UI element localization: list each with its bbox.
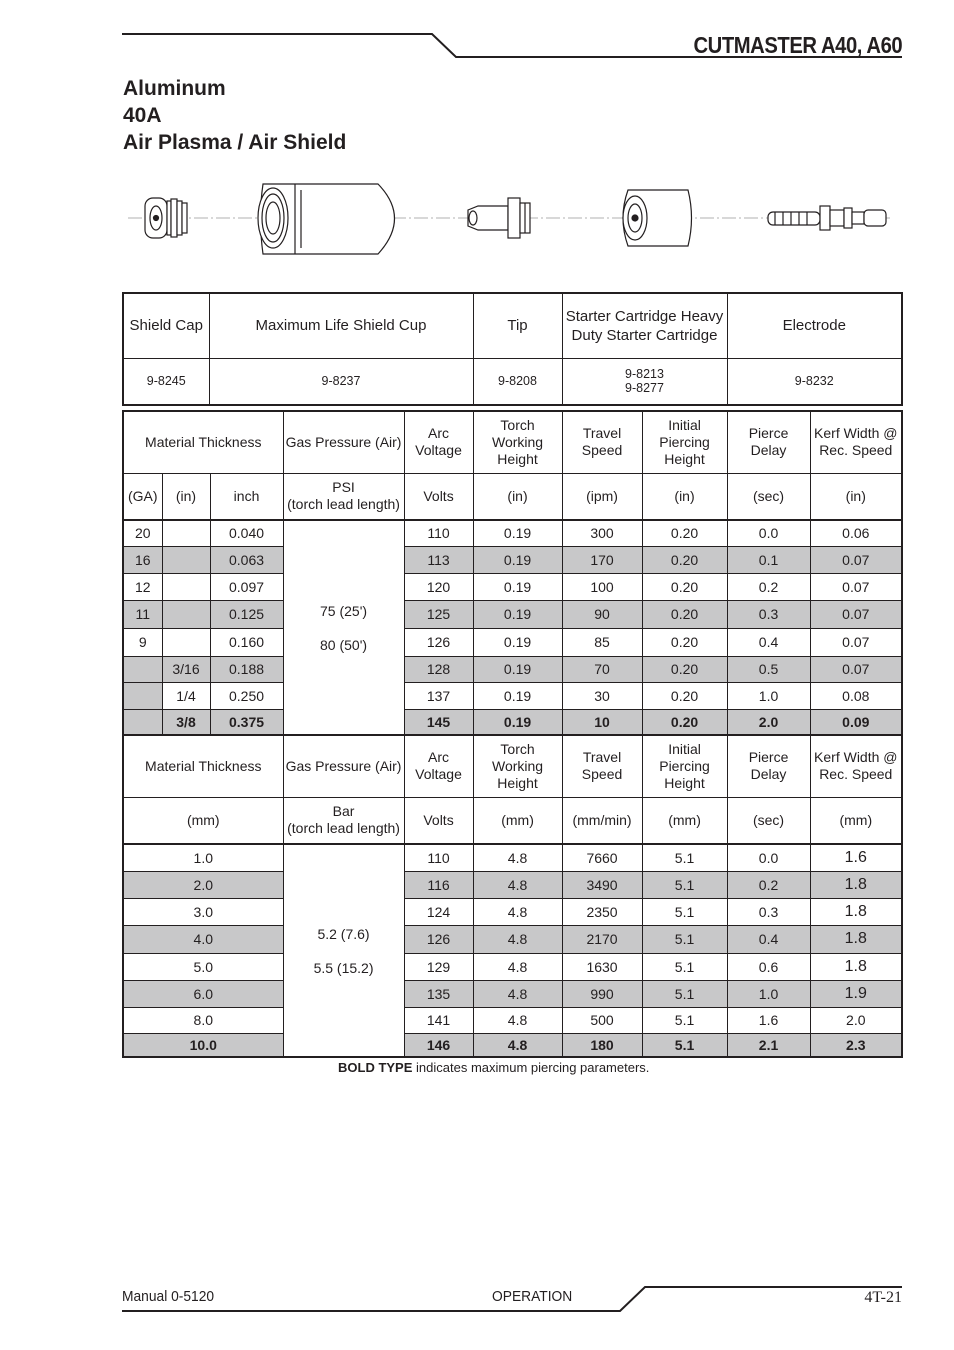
travel-speed-cell: 70 xyxy=(562,656,642,682)
torch-height-cell: 4.8 xyxy=(473,1007,562,1033)
kerf-cell: 2.3 xyxy=(810,1033,902,1057)
pierce-delay-cell: 0.4 xyxy=(727,628,810,656)
pierce-delay-cell: 2.1 xyxy=(727,1033,810,1057)
mm-cell: 10.0 xyxy=(123,1033,283,1057)
part-number-electrode: 9-8232 xyxy=(727,358,902,405)
pierce-delay-cell: 1.0 xyxy=(727,980,810,1007)
kerf-cell: 1.8 xyxy=(810,898,902,925)
inch-cell: 0.097 xyxy=(210,573,283,600)
unit-psi-note: (torch lead length) xyxy=(287,496,400,513)
cut-chart-table xyxy=(122,410,903,1058)
unit-psi xyxy=(283,473,404,520)
travel-speed-cell: 180 xyxy=(562,1033,642,1057)
arc-voltage-cell: 113 xyxy=(404,546,473,573)
mm-cell: 1.0 xyxy=(123,844,283,871)
torch-height-cell: 0.19 xyxy=(473,600,562,628)
inch-cell: 0.250 xyxy=(210,682,283,709)
metric-row xyxy=(123,898,902,925)
pierce-height-cell: 0.20 xyxy=(642,682,727,709)
unit-pierce-delay: (sec) xyxy=(727,473,810,520)
gauge-cell: 11 xyxy=(123,600,162,628)
kerf-cell: 0.09 xyxy=(810,709,902,735)
pierce-delay-cell: 0.3 xyxy=(727,600,810,628)
kerf-cell: 0.08 xyxy=(810,682,902,709)
torch-height-cell: 4.8 xyxy=(473,980,562,1007)
kerf-cell: 0.06 xyxy=(810,520,902,546)
arc-voltage-cell: 124 xyxy=(404,898,473,925)
kerf-cell: 1.6 xyxy=(810,844,902,871)
header-material-thickness: Material Thickness xyxy=(123,411,283,473)
fraction-cell xyxy=(162,628,210,656)
pierce-delay-cell: 0.2 xyxy=(727,871,810,898)
header-material-thickness-metric: Material Thickness xyxy=(123,735,283,797)
gauge-cell xyxy=(123,682,162,709)
unit-bar-label: Bar xyxy=(332,803,355,820)
travel-speed-cell: 10 xyxy=(562,709,642,735)
kerf-cell: 0.07 xyxy=(810,628,902,656)
header-pierce-delay: Pierce Delay xyxy=(727,411,810,473)
mm-cell: 6.0 xyxy=(123,980,283,1007)
travel-speed-cell: 90 xyxy=(562,600,642,628)
imperial-row xyxy=(123,682,902,709)
torch-height-cell: 0.19 xyxy=(473,573,562,600)
note-bold-label: BOLD TYPE xyxy=(338,1060,413,1075)
arc-voltage-cell: 146 xyxy=(404,1033,473,1057)
footer-page-number: 4T-21 xyxy=(864,1289,902,1306)
part-name-tip: Tip xyxy=(473,293,562,358)
torch-height-cell: 0.19 xyxy=(473,682,562,709)
inch-cell: 0.375 xyxy=(210,709,283,735)
arc-voltage-cell: 120 xyxy=(404,573,473,600)
travel-speed-cell: 100 xyxy=(562,573,642,600)
pierce-delay-cell: 1.0 xyxy=(727,682,810,709)
material-title: Aluminum xyxy=(123,77,226,100)
starter-cartridge-part xyxy=(623,190,692,246)
travel-speed-cell: 2350 xyxy=(562,898,642,925)
travel-speed-cell: 3490 xyxy=(562,871,642,898)
unit-torch-height: (in) xyxy=(473,473,562,520)
gas-pressure-metric-value: 5.2 (7.6) xyxy=(317,925,370,942)
mm-cell: 2.0 xyxy=(123,871,283,898)
unit-volts: Volts xyxy=(404,473,473,520)
torch-height-cell: 0.19 xyxy=(473,628,562,656)
part-number-tip: 9-8208 xyxy=(473,358,562,405)
imperial-row xyxy=(123,656,902,682)
metric-row xyxy=(123,925,902,953)
pierce-delay-cell: 1.6 xyxy=(727,1007,810,1033)
part-number-heavy-duty-starter: 9-8277 xyxy=(625,381,664,396)
header-pierce-delay-metric: Pierce Delay xyxy=(727,735,810,797)
inch-cell: 0.063 xyxy=(210,546,283,573)
header-kerf-width-metric: Kerf Width @ Rec. Speed xyxy=(810,735,902,797)
torch-height-cell: 0.19 xyxy=(473,520,562,546)
gauge-cell: 12 xyxy=(123,573,162,600)
arc-voltage-cell: 110 xyxy=(404,844,473,871)
arc-voltage-cell: 141 xyxy=(404,1007,473,1033)
gauge-cell xyxy=(123,709,162,735)
arc-voltage-cell: 145 xyxy=(404,709,473,735)
pierce-height-cell: 0.20 xyxy=(642,573,727,600)
travel-speed-cell: 2170 xyxy=(562,925,642,953)
kerf-cell: 1.9 xyxy=(810,980,902,1007)
kerf-cell: 1.8 xyxy=(810,953,902,980)
travel-speed-cell: 85 xyxy=(562,628,642,656)
gauge-cell: 16 xyxy=(123,546,162,573)
inch-cell: 0.160 xyxy=(210,628,283,656)
fraction-cell xyxy=(162,520,210,546)
pierce-delay-cell: 0.1 xyxy=(727,546,810,573)
travel-speed-cell: 300 xyxy=(562,520,642,546)
torch-height-cell: 4.8 xyxy=(473,844,562,871)
header-torch-height: Torch Working Height xyxy=(473,411,562,473)
header-arc-voltage-metric: Arc Voltage xyxy=(404,735,473,797)
pierce-height-cell: 5.1 xyxy=(642,980,727,1007)
arc-voltage-cell: 129 xyxy=(404,953,473,980)
gauge-cell: 20 xyxy=(123,520,162,546)
metric-row xyxy=(123,844,902,871)
kerf-cell: 1.8 xyxy=(810,925,902,953)
pierce-height-cell: 5.1 xyxy=(642,898,727,925)
unit-kerf: (in) xyxy=(810,473,902,520)
pierce-delay-cell: 0.3 xyxy=(727,898,810,925)
parts-table xyxy=(122,292,903,406)
unit-kerf-metric: (mm) xyxy=(810,797,902,844)
mm-cell: 5.0 xyxy=(123,953,283,980)
note-text: indicates maximum piercing parameters. xyxy=(416,1060,650,1075)
footer-manual: Manual 0-5120 xyxy=(122,1288,215,1305)
unit-mm: (mm) xyxy=(123,797,283,844)
imperial-row xyxy=(123,520,902,546)
part-number-shield-cap: 9-8245 xyxy=(123,358,209,405)
arc-voltage-cell: 126 xyxy=(404,628,473,656)
mm-cell: 4.0 xyxy=(123,925,283,953)
pierce-delay-cell: 0.2 xyxy=(727,573,810,600)
pierce-height-cell: 0.20 xyxy=(642,656,727,682)
unit-travel-speed: (ipm) xyxy=(562,473,642,520)
imperial-row xyxy=(123,709,902,735)
torch-height-cell: 4.8 xyxy=(473,925,562,953)
imperial-row xyxy=(123,573,902,600)
pierce-height-cell: 5.1 xyxy=(642,844,727,871)
arc-voltage-cell: 126 xyxy=(404,925,473,953)
part-name-electrode: Electrode xyxy=(727,293,902,358)
header-pierce-height: Initial Piercing Height xyxy=(642,411,727,473)
part-name-shield-cup: Maximum Life Shield Cup xyxy=(209,293,473,358)
pierce-delay-cell: 0.0 xyxy=(727,520,810,546)
unit-bar-note: (torch lead length) xyxy=(287,820,400,837)
gas-pressure-metric-value: 5.5 (15.2) xyxy=(313,959,374,976)
fraction-cell xyxy=(162,600,210,628)
gauge-cell: 9 xyxy=(123,628,162,656)
kerf-cell: 1.8 xyxy=(810,871,902,898)
arc-voltage-cell: 128 xyxy=(404,656,473,682)
tip-part xyxy=(468,198,530,238)
unit-psi-label: PSI xyxy=(332,479,355,496)
header-travel-speed-metric: Travel Speed xyxy=(562,735,642,797)
unit-pierce-height-metric: (mm) xyxy=(642,797,727,844)
pierce-height-cell: 0.20 xyxy=(642,546,727,573)
pierce-height-cell: 0.20 xyxy=(642,709,727,735)
kerf-cell: 0.07 xyxy=(810,573,902,600)
gas-pressure-value: 80 (50') xyxy=(320,636,368,653)
imperial-row xyxy=(123,628,902,656)
unit-inch: inch xyxy=(210,473,283,520)
electrode-part xyxy=(768,206,886,230)
unit-pierce-height: (in) xyxy=(642,473,727,520)
pierce-height-cell: 0.20 xyxy=(642,628,727,656)
part-number-starter-cartridge xyxy=(562,358,727,405)
fraction-cell xyxy=(162,546,210,573)
kerf-cell: 0.07 xyxy=(810,600,902,628)
unit-torch-height-metric: (mm) xyxy=(473,797,562,844)
arc-voltage-cell: 110 xyxy=(404,520,473,546)
unit-bar xyxy=(283,797,404,844)
shield-cup-part xyxy=(258,184,395,254)
pierce-height-cell: 5.1 xyxy=(642,953,727,980)
mm-cell: 8.0 xyxy=(123,1007,283,1033)
pierce-height-cell: 0.20 xyxy=(642,520,727,546)
torch-height-cell: 0.19 xyxy=(473,546,562,573)
gas-pressure-cell xyxy=(283,520,404,735)
metric-row xyxy=(123,871,902,898)
header-travel-speed: Travel Speed xyxy=(562,411,642,473)
gas-pressure-value: 75 (25') xyxy=(320,602,368,619)
footer-section: OPERATION xyxy=(492,1288,573,1305)
pierce-height-cell: 5.1 xyxy=(642,1007,727,1033)
shield-cap-part xyxy=(145,198,187,238)
metric-row xyxy=(123,1033,902,1057)
travel-speed-cell: 1630 xyxy=(562,953,642,980)
part-name-starter-cartridge: Starter Cartridge Heavy Duty Starter Cartridge xyxy=(562,293,727,358)
pierce-delay-cell: 0.6 xyxy=(727,953,810,980)
amperage-title: 40A xyxy=(123,104,162,127)
fraction-cell xyxy=(162,573,210,600)
gas-pressure-metric-cell xyxy=(283,844,404,1057)
unit-travel-speed-metric: (mm/min) xyxy=(562,797,642,844)
torch-height-cell: 4.8 xyxy=(473,953,562,980)
fraction-cell: 1/4 xyxy=(162,682,210,709)
pierce-height-cell: 5.1 xyxy=(642,871,727,898)
travel-speed-cell: 500 xyxy=(562,1007,642,1033)
pierce-delay-cell: 0.5 xyxy=(727,656,810,682)
inch-cell: 0.188 xyxy=(210,656,283,682)
brand-title: CUTMASTER A40, A60 xyxy=(693,32,902,58)
kerf-cell: 0.07 xyxy=(810,546,902,573)
unit-ga: (GA) xyxy=(123,473,162,520)
unit-in: (in) xyxy=(162,473,210,520)
torch-height-cell: 4.8 xyxy=(473,1033,562,1057)
inch-cell: 0.040 xyxy=(210,520,283,546)
pierce-delay-cell: 0.0 xyxy=(727,844,810,871)
inch-cell: 0.125 xyxy=(210,600,283,628)
part-number-shield-cup: 9-8237 xyxy=(209,358,473,405)
pierce-height-cell: 0.20 xyxy=(642,600,727,628)
travel-speed-cell: 170 xyxy=(562,546,642,573)
fraction-cell: 3/8 xyxy=(162,709,210,735)
header-gas-pressure: Gas Pressure (Air) xyxy=(283,411,404,473)
torch-height-cell: 4.8 xyxy=(473,898,562,925)
gauge-cell xyxy=(123,656,162,682)
part-name-shield-cap: Shield Cap xyxy=(123,293,209,358)
metric-row xyxy=(123,980,902,1007)
arc-voltage-cell: 125 xyxy=(404,600,473,628)
kerf-cell: 2.0 xyxy=(810,1007,902,1033)
arc-voltage-cell: 137 xyxy=(404,682,473,709)
header-pierce-height-metric: Initial Piercing Height xyxy=(642,735,727,797)
pierce-height-cell: 5.1 xyxy=(642,925,727,953)
header-arc-voltage: Arc Voltage xyxy=(404,411,473,473)
unit-volts-metric: Volts xyxy=(404,797,473,844)
imperial-row xyxy=(123,546,902,573)
kerf-cell: 0.07 xyxy=(810,656,902,682)
torch-height-cell: 0.19 xyxy=(473,656,562,682)
mm-cell: 3.0 xyxy=(123,898,283,925)
page-titles xyxy=(123,75,346,156)
header-gas-pressure-metric: Gas Pressure (Air) xyxy=(283,735,404,797)
metric-row xyxy=(123,953,902,980)
part-number-starter: 9-8213 xyxy=(625,367,664,382)
arc-voltage-cell: 135 xyxy=(404,980,473,1007)
pierce-height-cell: 5.1 xyxy=(642,1033,727,1057)
pierce-delay-cell: 2.0 xyxy=(727,709,810,735)
metric-row xyxy=(123,1007,902,1033)
travel-speed-cell: 990 xyxy=(562,980,642,1007)
torch-height-cell: 0.19 xyxy=(473,709,562,735)
arc-voltage-cell: 116 xyxy=(404,871,473,898)
pierce-delay-cell: 0.4 xyxy=(727,925,810,953)
travel-speed-cell: 30 xyxy=(562,682,642,709)
fraction-cell: 3/16 xyxy=(162,656,210,682)
travel-speed-cell: 7660 xyxy=(562,844,642,871)
consumable-parts-illustration xyxy=(123,170,903,270)
header-torch-height-metric: Torch Working Height xyxy=(473,735,562,797)
unit-pierce-delay-metric: (sec) xyxy=(727,797,810,844)
process-title: Air Plasma / Air Shield xyxy=(123,131,347,154)
imperial-row xyxy=(123,600,902,628)
torch-height-cell: 4.8 xyxy=(473,871,562,898)
bold-type-note xyxy=(0,1060,954,1075)
header-kerf-width: Kerf Width @ Rec. Speed xyxy=(810,411,902,473)
